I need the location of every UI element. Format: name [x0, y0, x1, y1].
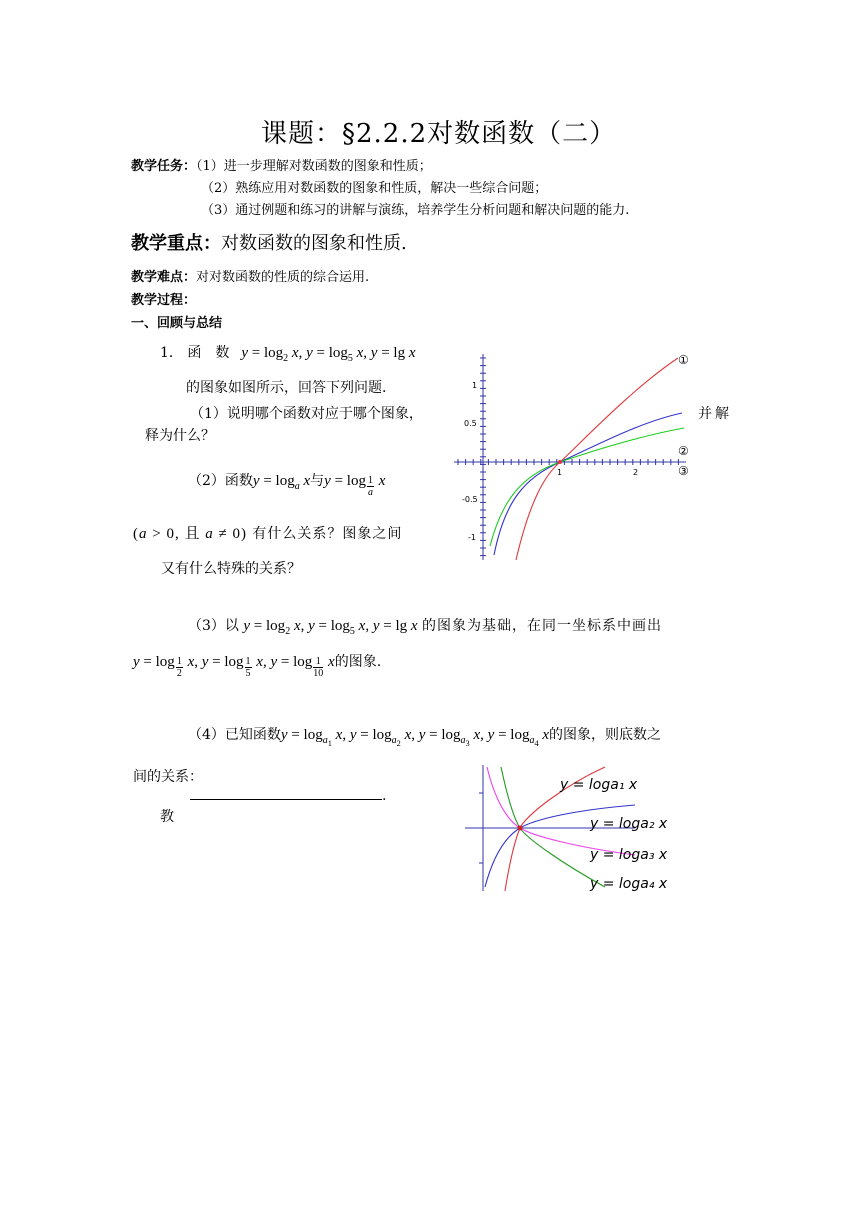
q4-formula: $y = \log_{a_1} x$, $y = \log_{a_2} x$, $y = \log_{a_3} x$, $y = \log_{a_4} x$ — [280, 727, 550, 748]
q2-lead: （2）函数 — [188, 473, 253, 489]
key-point-text: 对数函数的图象和性质. — [221, 233, 407, 254]
q2-formula-a: $y = \log_a x$ — [252, 473, 311, 492]
key-point-label: 教学重点： — [131, 233, 221, 254]
q1-sub-4 — [188, 724, 661, 748]
difficulty — [131, 266, 369, 285]
section-heading: 一、回顾与总结 — [131, 316, 223, 331]
q3-formula: $y = \log_2 x$, $y = \log_5 x$, y = lg x — [243, 618, 418, 637]
task-item-3: （3）通过例题和练习的讲解与演练，培养学生分析问题和解决问题的能力. — [201, 203, 630, 218]
common-point — [558, 460, 562, 464]
q1-sub-2 — [188, 470, 385, 498]
marker-2: ② — [678, 444, 689, 458]
page-title: 课题：§2.2.2对数函数（二） — [261, 119, 617, 149]
q1-sub-2-cond — [133, 522, 402, 543]
difficulty-label: 教学难点： — [131, 270, 197, 285]
q4-blank-end: . — [382, 788, 387, 804]
q2-formula-b: y = log $\frac{1}{a}$ x — [324, 473, 386, 498]
y-tick-minus-0.5: -0.5 — [462, 495, 478, 504]
tasks-line-1 — [131, 155, 432, 174]
curve-1 — [516, 358, 678, 560]
q4-answer-blank — [190, 785, 386, 804]
common-point-2 — [518, 826, 523, 831]
label-a3: y = loga₃ x — [590, 847, 668, 863]
q3-tail: 的图象. — [334, 654, 382, 670]
q1-sub-1: （1）说明哪个函数对应于哪个图象， — [190, 406, 423, 422]
task-item-1: （1）进一步理解对数函数的图象和性质； — [196, 159, 432, 174]
q1-line-2: 的图象如图所示，回答下列问题. — [186, 380, 387, 396]
label-a4: y = loga₄ x — [590, 876, 668, 892]
log-graph-1 — [450, 350, 700, 565]
process-label: 教学过程： — [131, 293, 197, 308]
q1-formula: $y = \log_2 x$, $y = \log_5 x$, y = lg x — [241, 345, 416, 364]
q3-formula-2: y = log $\frac{1}{2}$ x, y = log $\frac{1}{5}$ x, y = log $\frac{1}{10}$ x — [133, 654, 335, 679]
marker-3: ③ — [678, 464, 689, 478]
q2-condition: (a > 0, 且 a ≠ 0) — [133, 526, 247, 542]
q1-sub-3 — [188, 615, 662, 637]
q3-lead: （3）以 — [188, 618, 239, 634]
y-tick-0.5: 0.5 — [464, 419, 477, 428]
q1-sub-1-tail: 释为什么？ — [145, 428, 215, 444]
q3-mid: 的图象为基础，在同一坐标系中画出 — [422, 618, 663, 634]
y-tick-minus-1: -1 — [468, 533, 476, 542]
label-a2: y = loga₂ x — [590, 816, 668, 832]
task-item-2: （2）熟练应用对数函数的图象和性质，解决一些综合问题； — [201, 181, 548, 196]
x-tick-1: 1 — [557, 468, 563, 477]
q1-lead: 函 数 — [187, 345, 230, 361]
y-tick-1: 1 — [472, 381, 478, 390]
x-tick-2: 2 — [633, 468, 639, 477]
q4-mid: 的图象，则底数之 — [549, 727, 662, 743]
q1-sub-3-line-2 — [133, 651, 381, 679]
label-a1: y = loga₁ x — [560, 777, 638, 793]
tasks-label: 教学任务： — [131, 159, 197, 174]
key-point — [131, 229, 407, 255]
q1-sub-1-cont: 并解 — [698, 406, 732, 422]
q4-teach: 教 — [160, 809, 174, 825]
q4-tail: 间的关系： — [133, 769, 203, 785]
q1-number: 1． — [160, 345, 183, 361]
q4-lead: （4）已知函数 — [188, 727, 281, 743]
q1-sub-2-tail: 又有什么特殊的关系？ — [161, 561, 301, 577]
curve-3 — [490, 428, 684, 546]
answer-line — [190, 785, 382, 800]
q2-conj: 与 — [310, 473, 325, 489]
marker-1: ① — [678, 353, 689, 367]
difficulty-text: 对对数函数的性质的综合运用. — [196, 270, 370, 285]
q2-cond-text: 有什么关系？图象之间 — [252, 526, 403, 542]
q1-line-1 — [160, 342, 416, 364]
log-graph-2 — [465, 765, 695, 895]
